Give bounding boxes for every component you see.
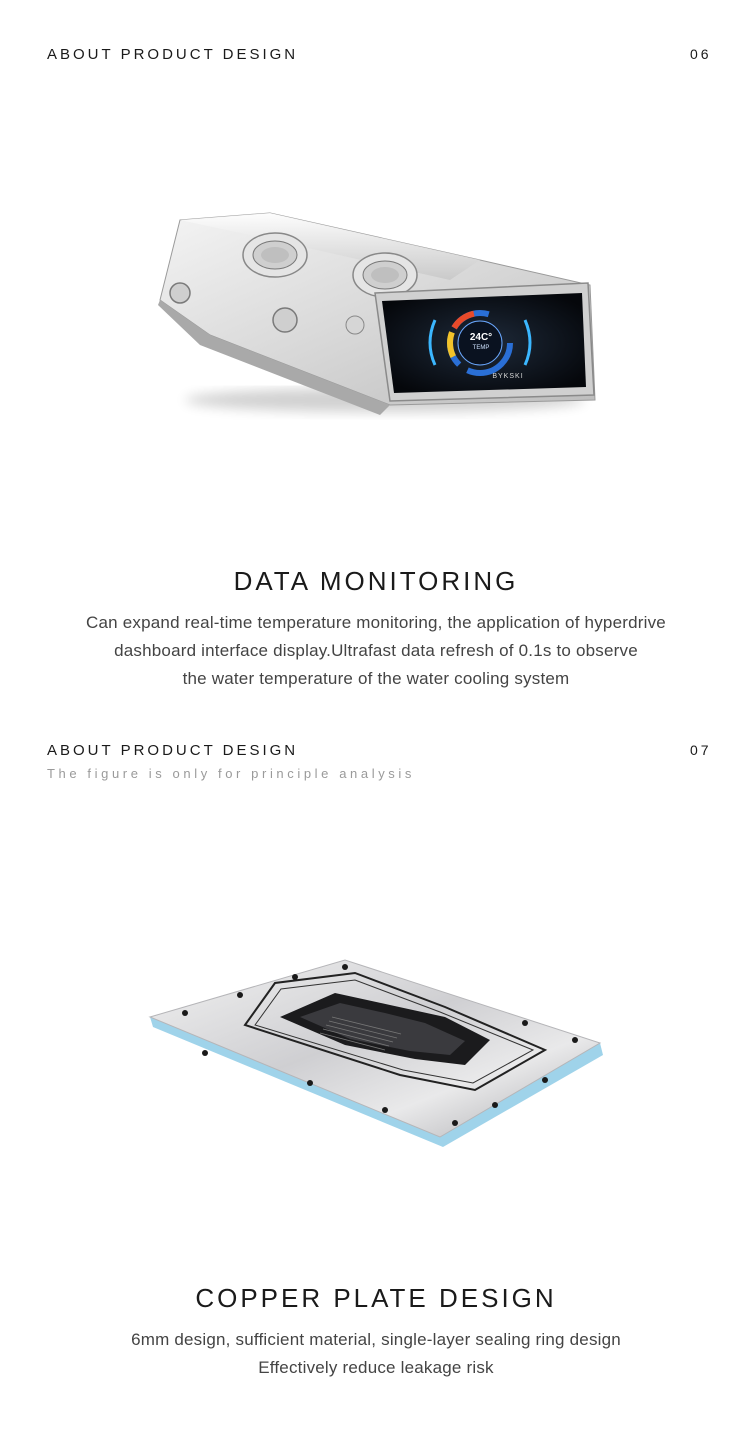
- description-line: Effectively reduce leakage risk: [258, 1358, 494, 1377]
- section-number-07: 07: [690, 742, 712, 758]
- description-line: the water temperature of the water cooling system: [182, 669, 570, 688]
- copper-plate-image: [145, 955, 610, 1155]
- description-copper-plate-design: [0, 1326, 752, 1382]
- section-number-06: 06: [690, 46, 712, 62]
- heading-copper-plate-design: COPPER PLATE DESIGN: [195, 1283, 557, 1313]
- screen-temp-label: TEMP: [472, 345, 490, 351]
- description-line: 6mm design, sufficient material, single-layer sealing ring design: [131, 1330, 621, 1349]
- screen-temp-readout: 24C°: [469, 332, 493, 343]
- screen-brand-logo: BYKSKI: [492, 373, 524, 380]
- section-label-06: ABOUT PRODUCT DESIGN: [47, 46, 299, 63]
- description-line: dashboard interface display.Ultrafast data refresh of 0.1s to observe: [114, 641, 638, 660]
- acrylic-block-image: [150, 205, 600, 420]
- section-label-07: ABOUT PRODUCT DESIGN: [47, 742, 299, 759]
- heading-data-monitoring: DATA MONITORING: [233, 566, 519, 596]
- description-line: Can expand real-time temperature monitoring, the application of hyperdrive: [86, 613, 666, 632]
- section-subtitle-07: The figure is only for principle analysis: [47, 766, 415, 781]
- description-data-monitoring: [0, 609, 752, 693]
